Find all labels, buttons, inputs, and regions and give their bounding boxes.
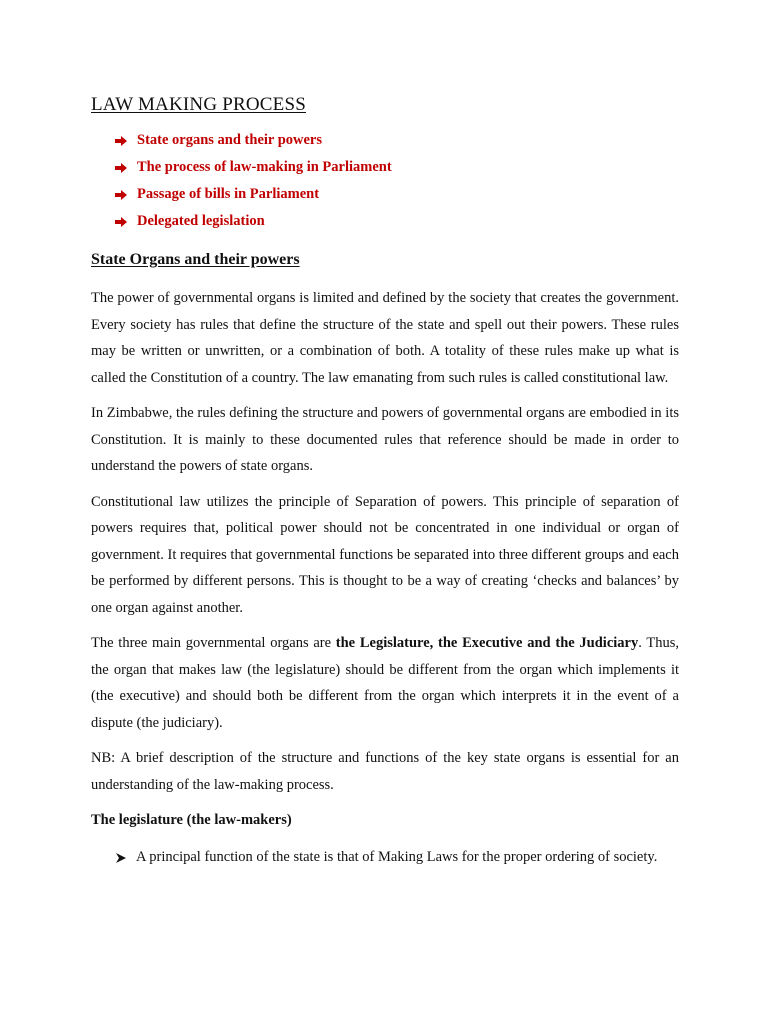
toc-item-label: Passage of bills in Parliament: [137, 186, 320, 202]
document-page: [91, 92, 679, 871]
paragraph: The power of governmental organs is limited and defined by the society that creates the government. Every society has rules that define the structure of the state and spell out their powers. These rules may be written or unwritten, or a combination of both. A totality of these rules make up what is called the Constitution of a country. The law emanating from such rules is called constitutional law.: [91, 290, 679, 386]
section-title: State Organs and their powers: [91, 251, 300, 268]
toc-item: [115, 181, 679, 208]
arrow-bullet-icon: [115, 190, 127, 200]
toc-item: [115, 154, 679, 181]
paragraph-text: . Thus, the organ that makes law (the legislature) should be different from the organ which implements it (the executive) and should both be different from the organ which interprets it in the event of a dispute (the judiciary).: [91, 635, 679, 731]
paragraph-text: The three main governmental organs are: [91, 635, 336, 651]
toc-list: [91, 127, 679, 235]
list-item-text: A principal function of the state is that of Making Laws for the proper ordering of society.: [136, 849, 658, 865]
paragraph: In Zimbabwe, the rules defining the structure and powers of governmental organs are embodied in its Constitution. It is mainly to these documented rules that reference should be made in order to understand the powers of state organs.: [91, 405, 679, 474]
document-title: LAW MAKING PROCESS: [91, 94, 306, 115]
points-list: [91, 844, 679, 871]
toc-item-label: The process of law-making in Parliament: [137, 159, 392, 175]
paragraph: NB: A brief description of the structure and functions of the key state organs is essential for an understanding of the law-making process.: [91, 750, 679, 793]
toc-item-label: State organs and their powers: [137, 132, 323, 148]
toc-item-label: Delegated legislation: [137, 213, 265, 229]
subheading: The legislature (the law-makers): [91, 812, 292, 828]
chevron-bullet-icon: [115, 852, 127, 864]
list-item: [115, 844, 679, 871]
toc-item: [115, 208, 679, 235]
paragraph-bold-text: the Legislature, the Executive and the Judiciary: [335, 635, 639, 651]
arrow-bullet-icon: [115, 136, 127, 146]
arrow-bullet-icon: [115, 163, 127, 173]
paragraph: [91, 630, 679, 736]
arrow-bullet-icon: [115, 217, 127, 227]
toc-item: [115, 127, 679, 154]
paragraph: Constitutional law utilizes the principle of Separation of powers. This principle of separation of powers requires that, political power should not be concentrated in one individual or organ of government. It requires that governmental functions be separated into three different groups and each be performed by different persons. This is thought to be a way of creating ‘checks and balances’ by one organ against another.: [91, 493, 679, 616]
